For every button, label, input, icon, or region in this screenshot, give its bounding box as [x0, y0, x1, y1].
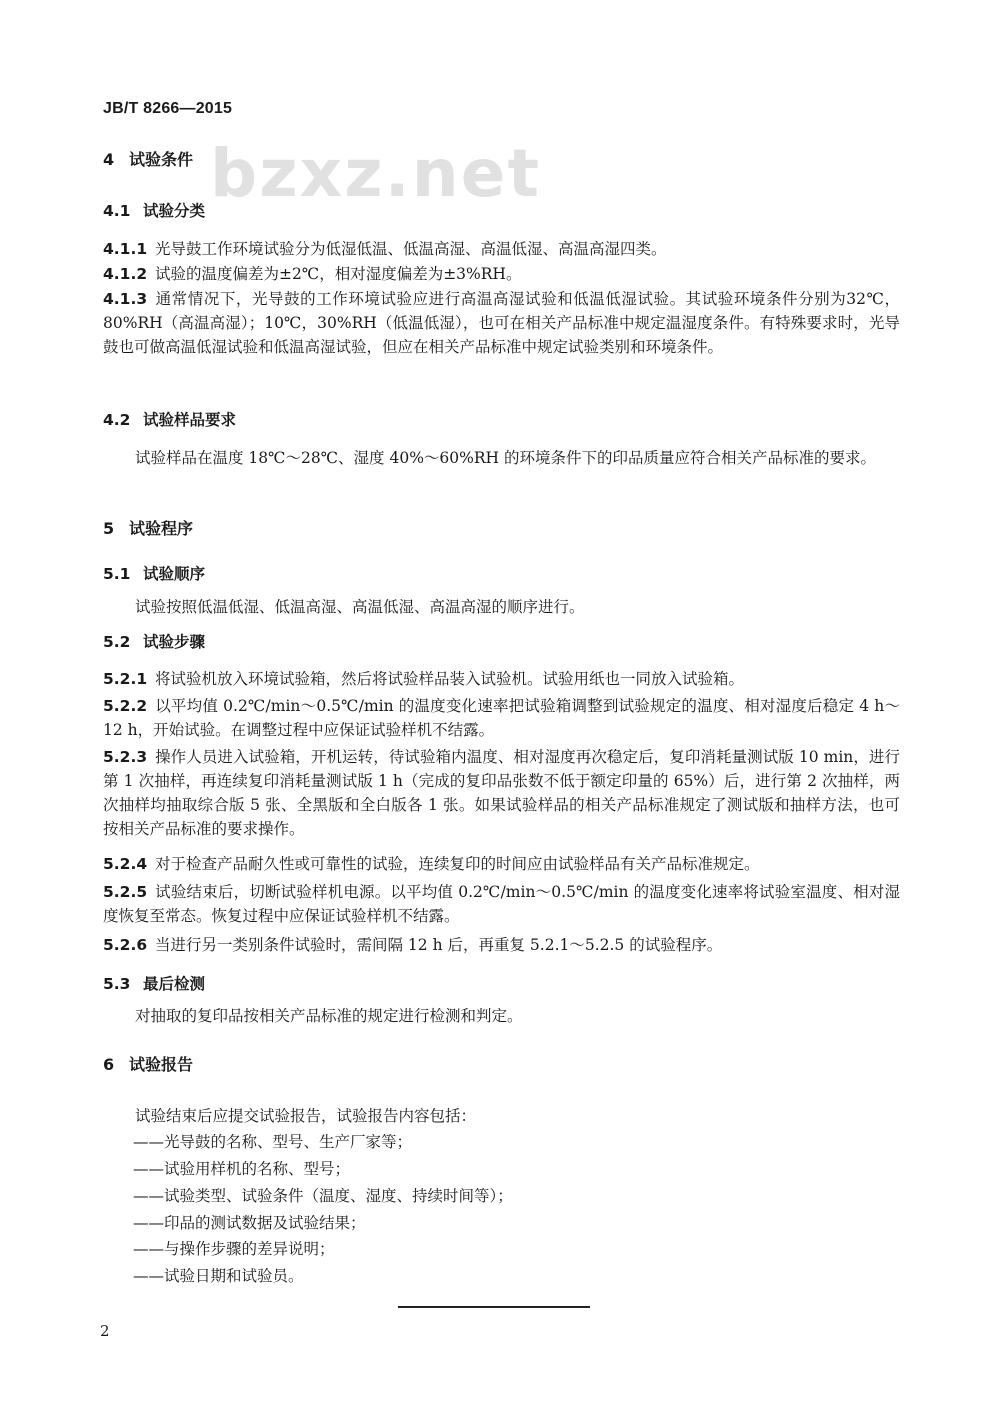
section-number: 4: [103, 150, 115, 169]
clause-text: 对于检查产品耐久性或可靠性的试验，连续复印的时间应由试验样品有关产品标准规定。: [155, 855, 760, 873]
section-title: 最后检测: [143, 975, 206, 993]
clause-4-1-1: [103, 237, 900, 261]
section-title: 试验程序: [129, 519, 194, 538]
clause-text: 操作人员进入试验箱，开机运转，待试验箱内温度、相对湿度再次稳定后，复印消耗量测试版 10 min，进行第 1 次抽样，再连续复印消耗量测试版 1 h（完成的复印品张数不低于额定印量的 65%）后，进行第 2 次抽样，两次抽样均抽取综合版 5 张、全黑版和全白版各 1 张。如果试验样品的相关产品标准规定了测试版和抽样方法，也可按相关产品标准的要求操作。: [103, 748, 900, 838]
clause-text: 将试验机放入环境试验箱，然后将试验样品装入试验机。试验用纸也一同放入试验箱。: [155, 670, 745, 688]
section-number: 5.1: [103, 565, 131, 583]
clause-5-2-3: [103, 745, 900, 841]
clause-number: 5.2.3: [103, 748, 148, 766]
clause-text: 光导鼓工作环境试验分为低湿低温、低温高湿、高温低湿、高温高湿四类。: [155, 240, 667, 258]
report-item: ——与操作步骤的差异说明；: [133, 1240, 335, 1258]
clause-number: 5.2.6: [103, 936, 148, 954]
clause-text: 通常情况下，光导鼓的工作环境试验应进行高温高湿试验和低温低湿试验。其试验环境条件分别为32℃，80%RH（高温高湿）；10℃，30%RH（低温低湿），也可在相关产品标准中规定温湿度条件。有特殊要求时，光导鼓也可做高温低湿试验和低温高湿试验，但应在相关产品标准中规定试验类别和环境条件。: [103, 290, 900, 356]
clause-text: 当进行另一类别条件试验时，需间隔 12 h 后，再重复 5.2.1～5.2.5 的试验程序。: [155, 936, 723, 954]
clause-number: 4.1.1: [103, 240, 148, 258]
section-6-heading: [103, 1053, 900, 1077]
watermark: bzxz.net: [210, 135, 542, 212]
section-5-1-heading: [103, 562, 900, 586]
report-intro: 试验结束后应提交试验报告，试验报告内容包括：: [135, 1107, 477, 1125]
clause-5-2-4: [103, 852, 900, 876]
section-title: 试验分类: [143, 202, 206, 220]
clause-text: 试验的温度偏差为±2℃，相对湿度偏差为±3%RH。: [155, 265, 522, 283]
section-number: 6: [103, 1055, 115, 1074]
section-title: 试验步骤: [143, 633, 206, 651]
report-item: ——试验用样机的名称、型号；: [133, 1160, 351, 1178]
section-number: 5: [103, 519, 115, 538]
page-number: 2: [100, 1322, 110, 1340]
report-item: ——试验日期和试验员。: [133, 1267, 304, 1285]
clause-4-1-2: [103, 262, 900, 286]
section-title: 试验报告: [129, 1055, 194, 1074]
section-4-2-heading: [103, 408, 900, 432]
clause-number: 5.2.4: [103, 855, 148, 873]
document-code-header: JB/T 8266—2015: [103, 100, 233, 117]
clause-5-2-6: [103, 933, 900, 957]
section-number: 5.2: [103, 633, 131, 651]
clause-number: 4.1.3: [103, 290, 148, 308]
clause-number: 5.2.5: [103, 883, 148, 901]
report-item: ——光导鼓的名称、型号、生产厂家等；: [133, 1133, 413, 1151]
section-4-heading: [103, 148, 900, 172]
clause-number: 5.2.1: [103, 670, 148, 688]
section-title: 试验顺序: [143, 565, 206, 583]
clause-5-2-5: [103, 880, 900, 928]
report-item: ——印品的测试数据及试验结果；: [133, 1214, 366, 1232]
report-item: ——试验类型、试验条件（温度、湿度、持续时间等）；: [133, 1187, 513, 1205]
section-5-3-heading: [103, 972, 900, 996]
section-5-3-text: 对抽取的复印品按相关产品标准的规定进行检测和判定。: [135, 1007, 523, 1025]
clause-number: 4.1.2: [103, 265, 148, 283]
section-number: 4.2: [103, 411, 131, 429]
section-title: 试验样品要求: [143, 411, 237, 429]
section-5-1-text: 试验按照低温低湿、低温高湿、高温低湿、高温高湿的顺序进行。: [135, 598, 585, 616]
section-4-1-heading: [103, 199, 900, 223]
clause-text: 试验结束后，切断试验样机电源。以平均值 0.2℃/min～0.5℃/min 的温度变化速率将试验室温度、相对湿度恢复至常态。恢复过程中应保证试验样机不结露。: [103, 883, 900, 925]
clause-5-2-2: [103, 694, 900, 742]
section-5-2-heading: [103, 630, 900, 654]
section-4-2-text: 试验样品在温度 18℃～28℃、湿度 40%～60%RH 的环境条件下的印品质量应符合相关产品标准的要求。: [135, 449, 876, 467]
section-number: 4.1: [103, 202, 131, 220]
clause-4-1-3: [103, 287, 900, 359]
section-title: 试验条件: [129, 150, 194, 169]
clause-number: 5.2.2: [103, 697, 148, 715]
clause-5-2-1: [103, 667, 900, 691]
end-rule: [398, 1306, 590, 1308]
clause-text: 以平均值 0.2℃/min～0.5℃/min 的温度变化速率把试验箱调整到试验规定的温度、相对湿度后稳定 4 h～12 h，开始试验。在调整过程中应保证试验样机不结露。: [103, 697, 900, 739]
section-number: 5.3: [103, 975, 131, 993]
section-5-heading: [103, 517, 900, 541]
